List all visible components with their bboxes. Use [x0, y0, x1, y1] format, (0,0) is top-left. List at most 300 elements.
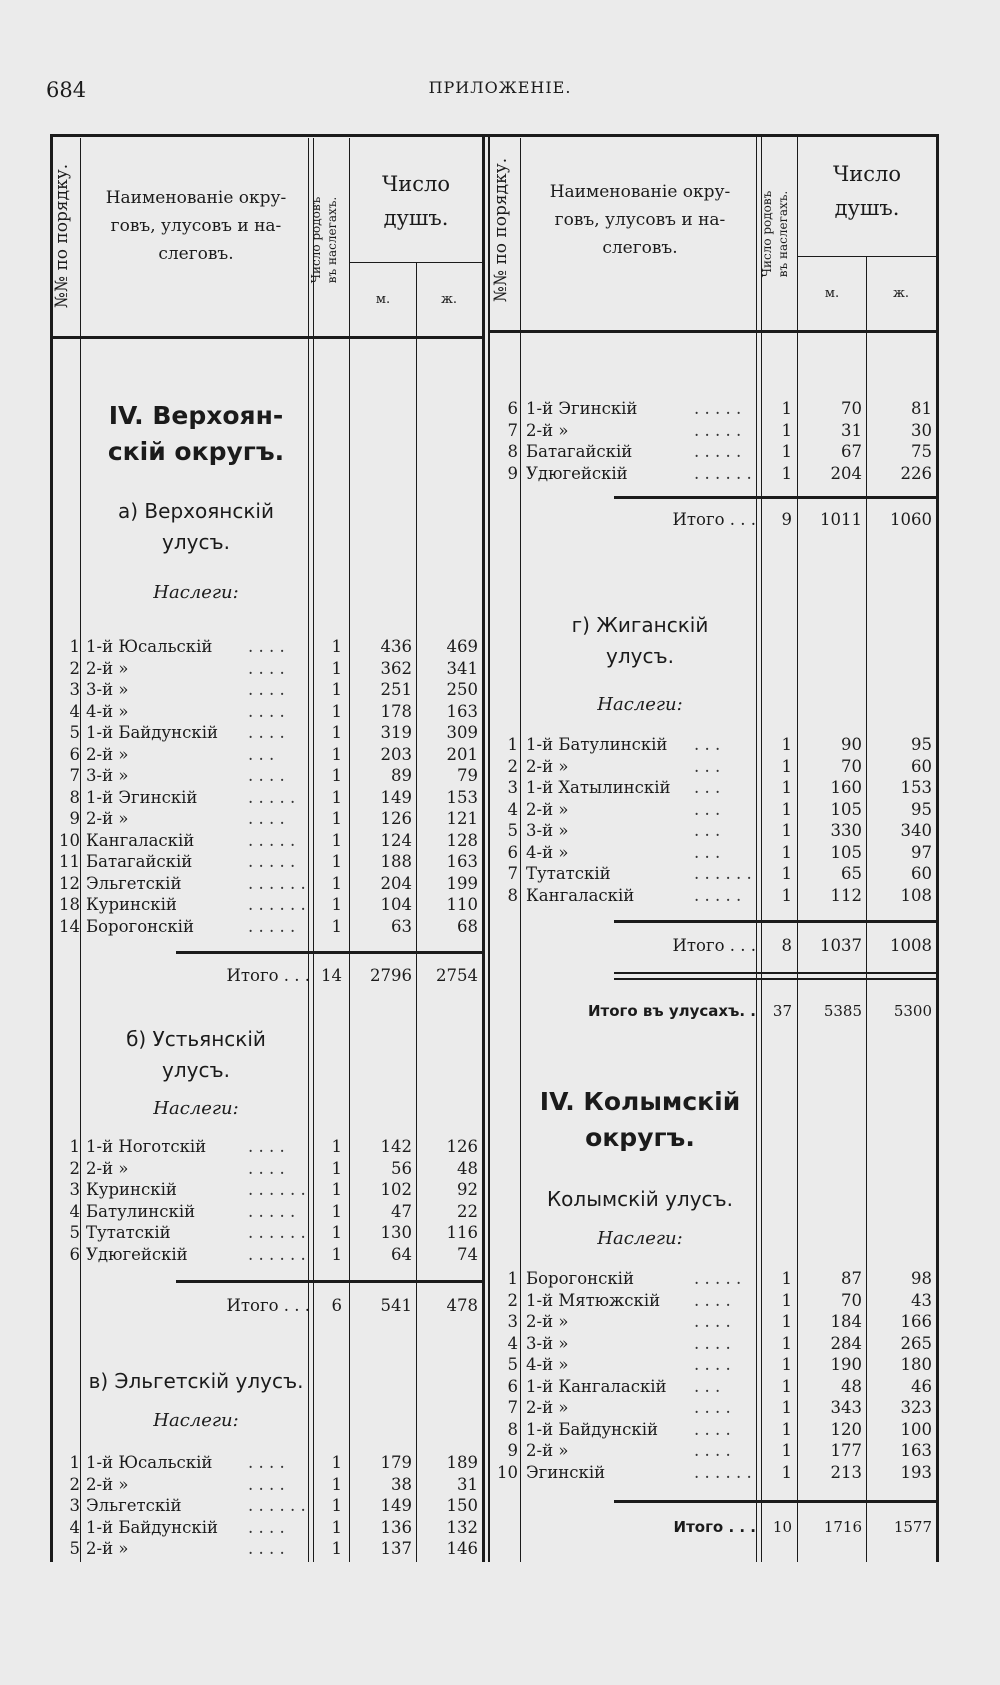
row-number: 8 — [507, 1419, 518, 1439]
district-title-verkhoyansk: IV. Верхоян- скій округъ. — [107, 401, 285, 467]
row-number: 1 — [507, 735, 518, 754]
row-number: 6 — [69, 1244, 80, 1264]
row-leader-dots: . . . . — [694, 1312, 731, 1331]
row-female: 48 — [457, 1158, 478, 1178]
row-number: 5 — [69, 1223, 80, 1242]
right-num-divider — [520, 138, 521, 1562]
row-female: 97 — [911, 842, 932, 862]
row-name: 4-й » — [86, 701, 129, 721]
row-male: 47 — [391, 1201, 412, 1221]
row-clans: 1 — [331, 830, 342, 850]
row-male: 89 — [391, 766, 412, 785]
grand-total-male: 5385 — [823, 1002, 862, 1020]
right-header-rod: Число родовъ въ наслегахъ. — [760, 190, 790, 278]
row-name: Кангаласкій — [526, 885, 635, 905]
row-number: 10 — [59, 830, 80, 850]
row-male: 38 — [391, 1474, 412, 1494]
row-name: Кангаласкій — [86, 830, 195, 850]
total-rule — [614, 496, 936, 499]
row-leader-dots: . . . — [694, 1376, 721, 1396]
row-number: 5 — [69, 1539, 80, 1558]
row-leader-dots: . . . . . — [248, 1201, 296, 1221]
nasleg-label: Наслеги: — [153, 1098, 239, 1119]
row-leader-dots: . . . . . . — [248, 1496, 306, 1515]
left-header-num: №№ по порядку. — [52, 163, 72, 309]
row-female: 68 — [457, 916, 478, 936]
row-female: 153 — [900, 778, 932, 797]
header-bottom-rule-right — [490, 330, 938, 333]
total-label: Итого . . . — [672, 936, 756, 955]
row-name: 1-й Мятюжскій — [526, 1290, 661, 1310]
row-leader-dots: . . . . — [248, 809, 285, 828]
row-number: 3 — [507, 1312, 518, 1331]
row-male: 87 — [841, 1269, 862, 1288]
right-header-zh: ж. — [892, 286, 910, 301]
row-female: 98 — [911, 1269, 932, 1288]
row-female: 46 — [911, 1376, 932, 1396]
row-name: 1-й Ноготскій — [86, 1137, 207, 1156]
row-number: 1 — [69, 1137, 80, 1156]
row-leader-dots: . . . — [694, 799, 721, 819]
row-female: 163 — [446, 701, 478, 721]
ulus-title-elgetsk: в) Эльгетскій улусъ. — [88, 1369, 304, 1393]
row-name: 1-й Байдунскій — [86, 1517, 218, 1537]
row-female: 31 — [457, 1474, 478, 1494]
row-female: 341 — [446, 658, 478, 678]
row-clans: 1 — [331, 658, 342, 678]
row-clans: 1 — [781, 842, 792, 862]
row-male: 179 — [380, 1453, 412, 1472]
row-name: 2-й » — [86, 744, 129, 764]
row-female: 30 — [911, 420, 932, 440]
row-leader-dots: . . . . . — [694, 442, 742, 461]
left-header-souls: Число душъ. — [382, 172, 450, 230]
row-name: 2-й » — [526, 1312, 569, 1331]
row-name: 2-й » — [526, 420, 569, 440]
row-female: 166 — [900, 1312, 932, 1331]
row-clans: 1 — [331, 787, 342, 807]
row-number: 12 — [59, 873, 80, 893]
row-female: 193 — [900, 1462, 932, 1482]
row-female: 79 — [457, 766, 478, 785]
ulus-title-zhigansk: г) Жиганскій улусъ. — [571, 613, 709, 668]
row-name: 1-й Байдунскій — [526, 1419, 658, 1439]
right-header-num: №№ по порядку. — [491, 157, 511, 303]
total-label: Итого . . . — [673, 1518, 756, 1536]
row-leader-dots: . . . . . — [248, 787, 296, 807]
row-leader-dots: . . . . — [694, 1398, 731, 1417]
row-clans: 1 — [331, 895, 342, 914]
row-name: 4-й » — [526, 1355, 569, 1374]
row-male: 104 — [380, 895, 412, 914]
right-header-souls: Число душъ. — [833, 162, 901, 220]
row-female: 126 — [446, 1137, 478, 1156]
right-header-m: м. — [824, 286, 840, 301]
left-header-name: Наименованіе окру- говъ, улусовъ и на- слеговъ. — [105, 188, 287, 265]
row-male: 70 — [841, 399, 862, 418]
row-clans: 1 — [781, 442, 792, 461]
row-name: Удюгейскій — [526, 463, 628, 483]
row-leader-dots: . . . . — [248, 1453, 285, 1472]
row-name: 2-й » — [86, 1474, 129, 1494]
row-female: 100 — [900, 1419, 932, 1439]
row-name: 1-й Кангаласкій — [526, 1376, 667, 1396]
row-name: 1-й Юсальскій — [86, 1453, 213, 1472]
row-female: 128 — [446, 830, 478, 850]
row-name: 2-й » — [86, 1158, 129, 1178]
row-male: 436 — [380, 637, 412, 656]
row-name: Батагайскій — [86, 852, 193, 871]
row-female: 163 — [446, 852, 478, 871]
row-female: 43 — [911, 1290, 932, 1310]
row-leader-dots: . . . . . . — [694, 463, 752, 483]
row-name: Борогонскій — [526, 1269, 634, 1288]
row-male: 56 — [391, 1158, 412, 1178]
left-header-zh: ж. — [440, 292, 458, 307]
row-clans: 1 — [331, 1180, 342, 1199]
nasleg-label: Наслеги: — [153, 582, 239, 603]
row-female: 60 — [911, 756, 932, 776]
row-number: 10 — [497, 1462, 518, 1482]
district-title-kolyma: IV. Колымскій округъ. — [539, 1087, 741, 1153]
row-male: 160 — [830, 778, 862, 797]
row-number: 7 — [507, 1398, 518, 1417]
row-leader-dots: . . . . . — [694, 885, 742, 905]
row-female: 250 — [446, 680, 478, 699]
row-female: 323 — [900, 1398, 932, 1417]
row-clans: 1 — [331, 1539, 342, 1558]
row-male: 130 — [380, 1223, 412, 1242]
row-clans: 1 — [781, 1376, 792, 1396]
row-leader-dots: . . . . . . — [248, 1180, 306, 1199]
total-clans: 8 — [781, 936, 792, 955]
row-leader-dots: . . . — [694, 842, 721, 862]
row-clans: 1 — [781, 1355, 792, 1374]
row-leader-dots: . . . . — [248, 1137, 285, 1156]
row-female: 22 — [457, 1201, 478, 1221]
page-number: 684 — [46, 78, 87, 102]
nasleg-label: Наслеги: — [597, 1228, 683, 1249]
row-male: 343 — [830, 1398, 862, 1417]
row-male: 284 — [830, 1333, 862, 1353]
total-female: 1577 — [893, 1518, 932, 1536]
row-name: Батагайскій — [526, 442, 633, 461]
left-name-divider-a — [308, 138, 309, 1562]
row-leader-dots: . . . . — [248, 723, 285, 742]
row-male: 149 — [380, 787, 412, 807]
row-name: Куринскій — [86, 1180, 177, 1199]
row-number: 4 — [507, 799, 518, 819]
row-male: 178 — [380, 701, 412, 721]
total-female: 1060 — [890, 510, 932, 529]
row-female: 116 — [446, 1223, 478, 1242]
row-clans: 1 — [331, 916, 342, 936]
row-number: 6 — [507, 842, 518, 862]
row-clans: 1 — [331, 1517, 342, 1537]
row-female: 163 — [900, 1441, 932, 1460]
row-name: Тутатскій — [86, 1223, 171, 1242]
row-number: 1 — [69, 1453, 80, 1472]
row-female: 110 — [446, 895, 478, 914]
total-rule — [614, 1500, 936, 1503]
row-leader-dots: . . . — [694, 735, 721, 754]
row-name: 2-й » — [526, 1398, 569, 1417]
row-name: 1-й Хатылинскій — [526, 778, 671, 797]
row-male: 105 — [830, 799, 862, 819]
total-female: 2754 — [436, 966, 478, 985]
row-name: Эльгетскій — [86, 873, 182, 893]
row-number: 5 — [507, 821, 518, 840]
row-name: 1-й Байдунскій — [86, 723, 218, 742]
total-male: 1716 — [823, 1518, 862, 1536]
total-rule — [176, 1280, 482, 1283]
row-clans: 1 — [331, 701, 342, 721]
total-male: 1011 — [820, 510, 862, 529]
total-rule — [614, 920, 936, 923]
row-leader-dots: . . . . . — [694, 420, 742, 440]
row-name: Куринскій — [86, 895, 177, 914]
row-number: 2 — [69, 1158, 80, 1178]
row-leader-dots: . . . . — [694, 1441, 731, 1460]
row-male: 213 — [830, 1462, 862, 1482]
row-number: 4 — [69, 1201, 80, 1221]
row-name: 4-й » — [526, 842, 569, 862]
row-clans: 1 — [331, 680, 342, 699]
row-number: 9 — [507, 463, 518, 483]
row-male: 330 — [830, 821, 862, 840]
row-leader-dots: . . . — [248, 744, 275, 764]
left-num-divider — [80, 138, 81, 1562]
row-male: 67 — [841, 442, 862, 461]
row-female: 180 — [900, 1355, 932, 1374]
row-number: 4 — [69, 1517, 80, 1537]
row-female: 108 — [900, 885, 932, 905]
row-female: 60 — [911, 864, 932, 883]
row-female: 81 — [911, 399, 932, 418]
total-male: 541 — [380, 1296, 412, 1315]
ulus-title-ustyansk: б) Устьянскій улусъ. — [126, 1027, 266, 1082]
row-clans: 1 — [331, 766, 342, 785]
row-female: 146 — [446, 1539, 478, 1558]
row-name: 2-й » — [526, 756, 569, 776]
row-name: 3-й » — [526, 1333, 569, 1353]
row-number: 2 — [69, 1474, 80, 1494]
row-male: 137 — [380, 1539, 412, 1558]
row-female: 469 — [446, 637, 478, 656]
row-male: 251 — [380, 680, 412, 699]
row-leader-dots: . . . . . — [248, 916, 296, 936]
row-number: 8 — [69, 787, 80, 807]
row-leader-dots: . . . . — [248, 680, 285, 699]
total-label: Итого . . . — [672, 510, 756, 529]
row-male: 149 — [380, 1496, 412, 1515]
center-frame-b — [488, 134, 490, 1562]
right-souls-rule — [797, 256, 936, 257]
row-clans: 1 — [781, 885, 792, 905]
row-leader-dots: . . . — [694, 821, 721, 840]
row-male: 184 — [830, 1312, 862, 1331]
total-clans: 10 — [772, 1518, 792, 1536]
row-name: Борогонскій — [86, 916, 194, 936]
row-number: 8 — [507, 442, 518, 461]
row-clans: 1 — [331, 873, 342, 893]
row-male: 65 — [841, 864, 862, 883]
row-leader-dots: . . . . . . — [694, 1462, 752, 1482]
row-number: 7 — [507, 864, 518, 883]
row-leader-dots: . . . . . — [248, 852, 296, 871]
ulus-title-kolyma: Колымскій улусъ. — [546, 1187, 734, 1211]
total-rule — [176, 951, 482, 954]
row-clans: 1 — [781, 1333, 792, 1353]
row-leader-dots: . . . . . . — [248, 873, 306, 893]
total-clans: 14 — [321, 966, 342, 985]
row-leader-dots: . . . . — [694, 1419, 731, 1439]
row-clans: 1 — [331, 1496, 342, 1515]
row-male: 31 — [841, 420, 862, 440]
row-leader-dots: . . . . — [694, 1333, 731, 1353]
row-clans: 1 — [331, 1474, 342, 1494]
row-number: 11 — [59, 852, 80, 871]
row-clans: 1 — [781, 1419, 792, 1439]
row-name: 3-й » — [526, 821, 569, 840]
right-name-divider-a — [756, 134, 757, 1562]
row-clans: 1 — [331, 637, 342, 656]
running-title: ПРИЛОЖЕНІЕ. — [428, 78, 572, 97]
row-leader-dots: . . . . — [694, 1355, 731, 1374]
row-male: 319 — [380, 723, 412, 742]
row-name: 1-й Эгинскій — [86, 787, 198, 807]
left-header-rod: Число родовъ въ наслегахъ. — [309, 196, 339, 284]
row-clans: 1 — [331, 1453, 342, 1472]
row-female: 132 — [446, 1517, 478, 1537]
row-name: 2-й » — [526, 799, 569, 819]
row-female: 150 — [446, 1496, 478, 1515]
row-female: 265 — [900, 1333, 932, 1353]
row-male: 102 — [380, 1180, 412, 1199]
row-leader-dots: . . . . — [694, 1290, 731, 1310]
row-name: Батулинскій — [86, 1201, 196, 1221]
row-clans: 1 — [781, 1462, 792, 1482]
row-clans: 1 — [331, 1223, 342, 1242]
row-female: 74 — [457, 1244, 478, 1264]
row-leader-dots: . . . . . — [694, 399, 742, 418]
row-male: 177 — [830, 1441, 862, 1460]
row-male: 64 — [391, 1244, 412, 1264]
row-clans: 1 — [331, 1244, 342, 1264]
row-female: 95 — [911, 735, 932, 754]
row-number: 2 — [507, 1290, 518, 1310]
row-male: 362 — [380, 658, 412, 678]
row-female: 189 — [446, 1453, 478, 1472]
row-male: 204 — [830, 463, 862, 483]
row-number: 6 — [507, 1376, 518, 1396]
row-male: 48 — [841, 1376, 862, 1396]
row-number: 2 — [69, 658, 80, 678]
row-number: 1 — [507, 1269, 518, 1288]
row-number: 1 — [69, 637, 80, 656]
row-male: 190 — [830, 1355, 862, 1374]
row-number: 7 — [69, 766, 80, 785]
row-male: 188 — [380, 852, 412, 871]
row-number: 14 — [59, 916, 80, 936]
row-leader-dots: . . . . . . — [248, 1223, 306, 1242]
total-clans: 6 — [331, 1296, 342, 1315]
row-male: 136 — [380, 1517, 412, 1537]
row-name: Тутатскій — [526, 864, 611, 883]
total-male: 1037 — [820, 936, 862, 955]
row-female: 92 — [457, 1180, 478, 1199]
row-name: 1-й Батулинскій — [526, 735, 668, 754]
total-male: 2796 — [370, 966, 412, 985]
total-female: 478 — [446, 1296, 478, 1315]
row-number: 3 — [507, 778, 518, 797]
row-number: 6 — [507, 399, 518, 418]
row-leader-dots: . . . . . . — [248, 895, 306, 914]
row-number: 9 — [69, 809, 80, 828]
row-number: 6 — [69, 744, 80, 764]
center-frame — [482, 134, 485, 1562]
row-number: 7 — [507, 420, 518, 440]
row-leader-dots: . . . — [694, 756, 721, 776]
row-clans: 1 — [331, 744, 342, 764]
row-leader-dots: . . . . — [248, 658, 285, 678]
row-leader-dots: . . . . — [248, 766, 285, 785]
row-clans: 1 — [781, 1269, 792, 1288]
row-clans: 1 — [781, 864, 792, 883]
row-leader-dots: . . . . — [248, 1517, 285, 1537]
row-clans: 1 — [781, 420, 792, 440]
row-clans: 1 — [331, 723, 342, 742]
right-frame — [936, 134, 939, 1562]
row-male: 105 — [830, 842, 862, 862]
row-name: Удюгейскій — [86, 1244, 188, 1264]
row-female: 309 — [446, 723, 478, 742]
row-leader-dots: . . . . — [248, 1539, 285, 1558]
row-male: 204 — [380, 873, 412, 893]
row-clans: 1 — [781, 778, 792, 797]
row-clans: 1 — [781, 463, 792, 483]
row-male: 70 — [841, 1290, 862, 1310]
row-male: 142 — [380, 1137, 412, 1156]
row-female: 95 — [911, 799, 932, 819]
row-name: 1-й Эгинскій — [526, 399, 638, 418]
row-female: 340 — [900, 821, 932, 840]
left-souls-rule — [349, 262, 482, 263]
row-clans: 1 — [781, 1441, 792, 1460]
row-female: 201 — [446, 744, 478, 764]
row-leader-dots: . . . . — [248, 1474, 285, 1494]
row-name: 2-й » — [86, 809, 129, 828]
row-leader-dots: . . . . . — [694, 1269, 742, 1288]
row-leader-dots: . . . . . . — [694, 864, 752, 883]
row-female: 153 — [446, 787, 478, 807]
row-male: 126 — [380, 809, 412, 828]
row-name: 3-й » — [86, 680, 129, 699]
total-clans: 9 — [781, 510, 792, 529]
row-clans: 1 — [781, 821, 792, 840]
row-leader-dots: . . . — [694, 778, 721, 797]
row-clans: 1 — [781, 1398, 792, 1417]
row-name: 3-й » — [86, 766, 129, 785]
row-number: 8 — [507, 885, 518, 905]
row-clans: 1 — [781, 399, 792, 418]
grand-total-female: 5300 — [893, 1002, 932, 1020]
row-name: 2-й » — [86, 658, 129, 678]
row-number: 5 — [69, 723, 80, 742]
nasleg-label: Наслеги: — [597, 694, 683, 715]
row-male: 63 — [391, 916, 412, 936]
grand-total-label: Итого въ улусахъ. . — [587, 1002, 756, 1020]
